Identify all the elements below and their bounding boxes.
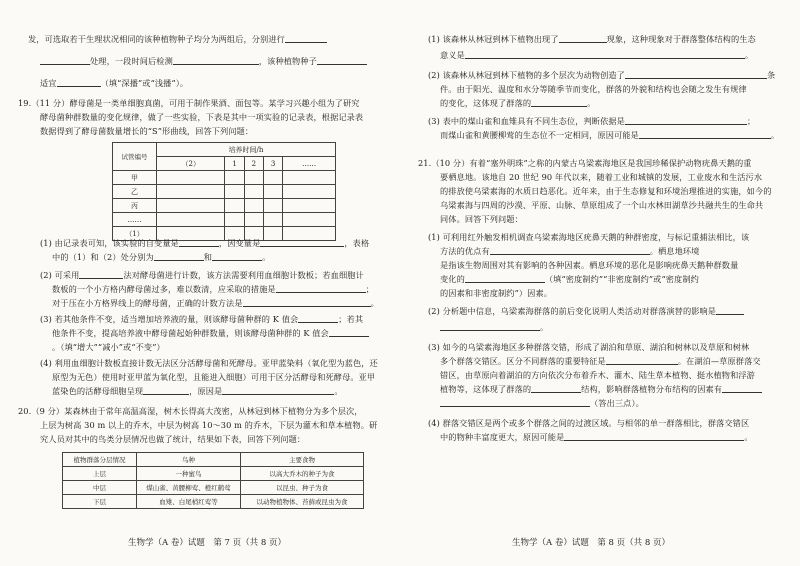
answer-blank[interactable] (625, 70, 767, 79)
q19-sub1-cont: 中的（1）和（2）处分别为 和 。 (52, 252, 271, 262)
q20-header: 20.（9 分）某森林由于常年高温高湿，树木长得高大茂密，从林冠到林下植物分为多个层次， (18, 406, 363, 416)
q21-s1: (1) 可利用红外触发相机调查乌梁素海地区疣鼻天鹅的种群密度，与标记重捕法相比，该 (428, 232, 750, 242)
answer-blank[interactable] (722, 384, 762, 393)
answer-blank[interactable] (564, 432, 744, 441)
table-row: …… (113, 213, 336, 227)
answer-blank[interactable] (243, 298, 371, 307)
q19-sub4-cont: 原型为无色）使用时亚甲蓝为氧化型，且能进入细胞）可用于区分活酵母和死酵母。亚甲 (52, 372, 376, 382)
q21-s1-cont: 方法的优点有 。栖息地环境 (440, 246, 700, 256)
q21-s2-cont: 。 (440, 322, 548, 333)
q21-line4: 乌梁素海与四周的沙漠、平原、山脉、草原组成了一个山水林田湖草沙共融共生的生命共 (440, 200, 764, 210)
table-header: 鸟种 (137, 453, 241, 467)
answer-blank[interactable] (260, 238, 344, 247)
q20-table (62, 452, 364, 509)
answer-blank[interactable] (298, 314, 338, 323)
table-row: 丙 (113, 199, 336, 213)
q19-sub2: (2) 可采用 法对酵母菌进行计数，该方法需要利用血细胞计数板；若血细胞计 (40, 270, 364, 280)
table-row: 乙 (113, 185, 336, 199)
q20-s2: (2) 该森林从林冠到林下植物的多个层次为动物创造了 条 (428, 70, 776, 80)
time-col: 3 (263, 157, 282, 171)
q20-s3: (3) 表中的煤山雀和血雉具有不同生态位，判断依据是 ； (428, 116, 756, 126)
answer-blank[interactable] (329, 328, 369, 337)
answer-blank[interactable] (440, 322, 540, 331)
answer-blank[interactable] (276, 284, 366, 293)
q19-sub2-cont: 数板的一个小方格内酵母菌过多，难以数清，应采取的措施是 ； (52, 284, 375, 294)
table-row: 上层 一种蜜鸟 以高大乔木的种子为食 (63, 467, 364, 481)
q20-s2-cont: 件。由于阳光、温度和水分等随季节而变化，群落的外貌和结构也会随之发生有规律 (440, 84, 747, 94)
table-row: 中层 煤山雀、黄腰柳莺、橙红鹤莺 以昆虫、种子为食 (63, 481, 364, 495)
q20-s2-cont2: 的变化，这体现了群落的 。 (440, 98, 596, 108)
q19-sub3-cont: 他条件不变，提高培养液中酵母菌起始种群数量，则该酵母菌种群的 K 值会 (52, 328, 369, 339)
table-row: 甲 (113, 171, 336, 185)
time-header: 培养时间/h (157, 143, 336, 157)
answer-blank[interactable] (40, 56, 90, 65)
q19-sub4: (4) 利用血细胞计数板直接计数无法区分活酵母菌和死酵母。亚甲蓝染料（氧化型为蓝色，还 (40, 358, 378, 368)
answer-blank[interactable] (222, 386, 334, 395)
table-row: （1） (113, 227, 336, 241)
q20-s1: (1) 该森林从林冠到林下植物出现了 现象，这种现象对于群落整体结构的生态 (428, 34, 756, 44)
answer-blank[interactable] (531, 384, 581, 393)
answer-blank[interactable] (490, 246, 650, 255)
q18-line2: 处理，一段时间后检测 ，该种植物种子 (40, 56, 367, 67)
q20-s1-cont: 意义是 。 (440, 50, 754, 60)
q21-header: 21.（10 分）有着“塞外明珠”之称的内蒙古乌梁素海地区是我国珍稀保护动物疣鼻天鹅的重 (418, 158, 752, 168)
answer-blank[interactable] (465, 274, 545, 283)
answer-blank[interactable] (79, 270, 123, 279)
q21-line2: 要栖息地。该地自 20 世纪 90 年代以来，随着工业和城镇的发展，工业废水和生活污水 (440, 172, 763, 182)
answer-blank[interactable] (625, 116, 747, 125)
time-col: 2 (244, 157, 263, 171)
q19-header: 19.（11 分）酵母菌是一类单细胞真菌，可用于制作果酒、面包等。某学习兴趣小组为了研究 (18, 98, 360, 108)
answer-blank[interactable] (440, 398, 590, 407)
answer-blank[interactable] (143, 386, 189, 395)
q21-line3: 的排放使乌梁素海的水质日趋恶化。近年来，由于生态修复和环境治理推进的实施，如今的 (440, 186, 772, 196)
page-footer: 生物学（A 卷）试题 第 8 页（共 8 页） (512, 538, 670, 548)
q19-sub3: (3) 若其他条件不变，适当增加培养液的量，则该酵母菌种群的 K 值会 ；若其 (40, 314, 364, 324)
table-header: 植物群落分层情况 (63, 453, 137, 467)
table-corner-cell: 试管编号 (113, 143, 157, 171)
q21-s1-cont2: 是指该生物周围对其有影响的各种因素。栖息环境的恶化是影响疣鼻天鹅种群数量 (440, 260, 739, 270)
q19-sub2-cont2: 对于压在小方格界线上的酵母菌，正确的计数方法是 。 (52, 298, 379, 308)
q19-line3: 数据得到了酵母菌数量增长的“S”形曲线，回答下列问题： (40, 126, 254, 136)
q19-table (112, 142, 336, 241)
q19-line2: 酵母菌种群数量的变化规律，做了一些实验，下表是其中一项实验的记录表，根据记录表 (40, 112, 364, 122)
page-footer: 生物学（A 卷）试题 第 7 页（共 8 页） (128, 538, 286, 548)
answer-blank[interactable] (606, 356, 678, 365)
q21-s3: (3) 如今的乌梁素海地区多种群落交错，形成了湖泊和草原、湖泊和树林以及草原和树林 (428, 342, 750, 352)
answer-blank[interactable] (559, 34, 607, 43)
q21-s2: (2) 分析题中信息，乌梁素海群落的前后变化说明人类活动对群落演替的影响是 (428, 306, 744, 317)
answer-blank[interactable] (179, 238, 219, 247)
q21-s3-cont4: （答出三点）。 (440, 398, 644, 409)
answer-blank[interactable] (173, 56, 259, 65)
time-col: …… (283, 157, 336, 171)
q20-line3: 究人员对其中的鸟类分层情况也做了统计，结果如下表，回答下列问题： (40, 434, 306, 444)
q21-s3-cont: 多个群落交错区。区分不同群落的重要特征是 。在湖泊—草原群落交 (440, 356, 761, 366)
answer-blank[interactable] (285, 34, 327, 43)
answer-blank[interactable] (465, 50, 745, 59)
q18-line1: 发，可选取若干生理状况相同的该种植物种子均分为两组后，分别进行 (28, 34, 327, 45)
answer-blank[interactable] (716, 306, 744, 315)
time-col: 1 (225, 157, 244, 171)
q20-line2: 上层为树高 30 m 以上的乔木，中层为树高 10～30 m 的乔木，下层为灌木和草本植物。研 (40, 420, 378, 430)
right-page (400, 0, 800, 566)
q18-line3: 适宜 （填“深播”或“浅播”）。 (40, 78, 189, 88)
q21-s4-cont: 中的物种丰富度更大，原因可能是 。 (440, 432, 753, 442)
q21-s3-cont3: 植物等，这体现了群落的 结构，影响群落植物分布结构的因素有 (440, 384, 762, 395)
q19-sub4-cont2: 蓝染色的活酵母细胞呈现 ，原因是 。 (52, 386, 343, 396)
q21-s4: (4) 群落交错区是两个或多个群落之间的过渡区域。与相邻的单一群落相比，群落交错区 (428, 418, 750, 428)
answer-blank[interactable] (531, 98, 587, 107)
q21-s1-cont4: 的因素和非密度制约”）因素。 (440, 288, 553, 298)
answer-blank[interactable] (57, 78, 101, 87)
answer-blank[interactable] (212, 252, 262, 261)
q21-s3-cont2: 错区，由草原向着湖泊的方向依次分布着乔木、灌木、陆生草本植物、挺水植物和浮游 (440, 370, 755, 380)
q21-s1-cont3: 变化的 （填“密度制约”“非密度制约”或“密度制约 (440, 274, 699, 284)
q21-line5: 同体。回答下列问题： (440, 214, 523, 224)
answer-blank[interactable] (317, 56, 367, 65)
q20-s3-cont: 而煤山雀和黄腰柳莺的生态位不一定相同，原因可能是 。 (440, 130, 780, 140)
q19-sub3-note: 。（填“增大”“减小”或“不变”） (52, 342, 165, 352)
answer-blank[interactable] (154, 252, 204, 261)
time-col: （2） (157, 157, 225, 171)
q19-sub1: (1) 由记录表可知，该实验的自变量是 ，因变量是 ，表格 (40, 238, 370, 248)
answer-blank[interactable] (639, 130, 771, 139)
table-row: 下层 血雉、白尾梢红莺等 以动物植物体、苔藓或昆虫为食 (63, 495, 364, 509)
table-header: 主要食物 (241, 453, 364, 467)
